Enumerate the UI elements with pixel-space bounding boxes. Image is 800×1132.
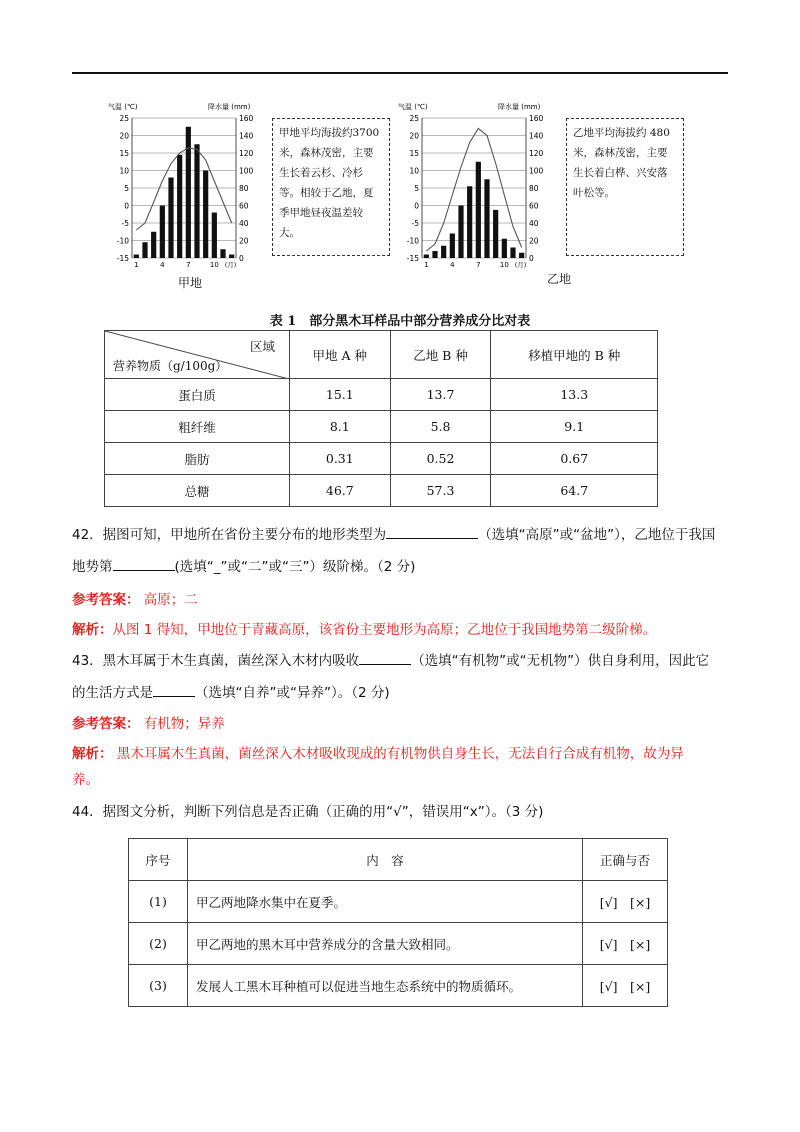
y-right-tick: 80 [239,184,249,193]
y-left-tick: 5 [124,184,129,193]
table-row [105,443,658,475]
y-right-tick: 120 [529,149,544,158]
y-right-tick: 0 [239,254,244,263]
climate-chart-jia [108,100,268,274]
y-left-tick: 0 [124,201,129,211]
precipitation-bar [519,253,524,258]
x-tick: 7 [476,261,481,269]
row-number: (1) [129,881,188,923]
q43-line1 [72,650,732,671]
precipitation-bar [432,251,437,258]
col-header: 移植甲地的 B 种 [491,331,658,379]
col-header: 序号 [129,839,188,881]
true-false-options[interactable]: [√] [×] [583,881,668,923]
precipitation-bar [186,127,191,258]
y-left-tick: -5 [411,219,419,228]
true-false-options[interactable]: [√] [×] [583,965,668,1007]
analysis-text: 黑木耳属木生真菌，菌丝深入木材吸收现成的有机物供自身生长，无法自行合成有机物，故为异 [116,746,684,762]
precipitation-bar [441,246,446,258]
precipitation-bar [493,210,498,258]
cell: 13.3 [491,379,658,411]
x-tick: 7 [186,261,191,269]
precipitation-bar [484,179,489,258]
y-left-tick: 20 [119,131,129,141]
y-right-tick: 40 [529,219,539,228]
col-header: 乙地 B 种 [390,331,491,379]
col-header: 内 容 [188,839,583,881]
y-right-tick: 0 [529,254,534,263]
row-label: 蛋白质 [105,379,290,411]
answer-label: 参考答案： [72,716,140,732]
answer-label: 参考答案： [72,592,140,608]
row-content: 甲乙两地降水集中在夏季。 [188,881,583,923]
q42-text: (选填“_”或“二”或“三”）级阶梯。（2 分) [174,559,416,575]
precipitation-bar [458,206,463,259]
table-row [105,411,658,443]
precipitation-bar [424,255,429,259]
nutrition-table [104,330,658,507]
x-tick: 1 [134,261,139,269]
row-number: (2) [129,923,188,965]
q42-blank2 [113,556,175,571]
precipitation-bar [212,213,217,259]
table-row [105,475,658,507]
y-right-tick: 20 [529,236,539,246]
corner-bottom: 营养物质（g/100g） [113,359,228,373]
x-tick: 4 [160,261,165,269]
y-right-tick: 20 [239,236,249,246]
table1-title: 表 1 部分黑木耳样品中部分营养成分比对表 [269,314,531,329]
q43-line2 [72,682,732,703]
answer-text: 有机物；异养 [143,716,225,732]
q43-text: （选填“自养”或“异养”）。（2 分) [195,685,390,701]
q43-analysis-1 [72,744,732,764]
precipitation-bar [134,255,139,259]
y-right-tick: 80 [529,184,539,193]
q42-line2 [72,556,732,577]
table-row [105,379,658,411]
climate-chart-yi [398,100,563,274]
x-axis-unit: (月) [224,261,237,269]
q43-analysis-2 [72,770,732,790]
cell: 5.8 [390,411,491,443]
q42-line1 [72,524,732,545]
y-right-tick: 60 [239,201,249,211]
cell: 15.1 [290,379,391,411]
y-right-axis-title: 降水量 (mm) [498,103,541,111]
x-tick: 1 [424,261,429,269]
y-left-tick: -5 [121,219,129,228]
q43-blank2 [153,682,195,697]
precipitation-bar [151,232,156,258]
row-label: 总糖 [105,475,290,507]
y-right-tick: 160 [529,114,544,123]
col-header: 正确与否 [583,839,668,881]
cell: 9.1 [491,411,658,443]
row-label: 粗纤维 [105,411,290,443]
y-right-tick: 40 [239,219,249,228]
cell: 13.7 [390,379,491,411]
x-tick: 10 [499,261,509,269]
table-row [129,881,668,923]
judgement-table [128,838,668,1007]
precipitation-bar [168,178,173,259]
x-tick: 10 [209,261,219,269]
x-axis-unit: (月) [514,261,527,269]
y-right-tick: 120 [239,149,254,158]
analysis-label: 解析： [72,746,113,762]
y-right-axis-title: 降水量 (mm) [208,103,251,111]
temperature-line [136,148,231,230]
precipitation-bar [142,242,147,258]
y-left-tick: -15 [406,254,419,263]
cell: 57.3 [390,475,491,507]
y-right-tick: 100 [239,166,254,176]
y-right-tick: 60 [529,201,539,211]
cell: 64.7 [491,475,658,507]
precipitation-bar [229,255,234,259]
y-left-tick: 0 [414,201,419,211]
y-left-tick: 5 [414,184,419,193]
y-right-tick: 140 [529,131,544,141]
table-row [129,965,668,1007]
precipitation-bar [177,155,182,258]
analysis-label: 解析： [72,622,113,638]
corner-top: 区域 [249,339,275,354]
true-false-options[interactable]: [√] [×] [583,923,668,965]
y-left-tick: 20 [409,131,419,141]
q43-text: 的生活方式是 [72,685,153,701]
q42-answer [72,590,732,610]
y-left-tick: -15 [116,254,129,263]
row-number: (3) [129,965,188,1007]
note-jia: 甲地平均海拔约3700米，森林茂密，主要生长着云杉、冷杉等。相较于乙地，夏季甲地昼夜温差较大。 [272,118,390,256]
q43-answer [72,714,732,734]
header-rule [72,72,728,74]
y-left-tick: 10 [409,166,419,176]
cell: 0.52 [390,443,491,475]
x-tick: 4 [450,261,455,269]
precipitation-bar [467,186,472,258]
y-left-tick: -10 [406,236,419,246]
precipitation-bar [203,171,208,259]
y-left-tick: 15 [409,149,419,158]
q43-blank1 [359,650,411,665]
y-left-tick: 15 [119,149,129,158]
precipitation-bar [476,162,481,258]
q43-text: 43．黑木耳属于木生真菌，菌丝深入木材内吸收 [72,653,360,669]
temperature-line [426,129,521,252]
cell: 46.7 [290,475,391,507]
row-label: 脂肪 [105,443,290,475]
y-right-tick: 140 [239,131,254,141]
precipitation-bar [220,249,225,258]
q43-text: （选填“有机物”或“无机物”）供自身利用，因此它 [411,653,710,669]
row-content: 甲乙两地的黑木耳中营养成分的含量大致相同。 [188,923,583,965]
y-left-axis-title: 气温 (℃) [108,103,138,111]
precipitation-bar [194,144,199,258]
note-yi: 乙地平均海拔约 480米，森林茂密，主要生长着白桦、兴安落叶松等。 [566,118,684,256]
q42-text: 42．据图可知，甲地所在省份主要分布的地形类型为 [72,527,387,543]
y-left-axis-title: 气温 (℃) [398,103,428,111]
table1-corner [105,331,290,379]
q42-analysis [72,620,732,640]
cell: 8.1 [290,411,391,443]
analysis-text: 养。 [72,772,99,788]
q42-blank1 [386,524,478,539]
caption-jia: 甲地 [178,276,203,290]
q42-text: （选填“高原”或“盆地”），乙地位于我国 [478,527,716,543]
y-left-tick: 10 [119,166,129,176]
q44-text: 44．据图文分析，判断下列信息是否正确（正确的用“√”，错误用“x”）。（3 分) [72,804,544,820]
precipitation-bar [160,206,165,259]
precipitation-bar [450,234,455,259]
col-header: 甲地 A 种 [290,331,391,379]
table-row [129,923,668,965]
y-left-tick: 25 [119,114,129,123]
cell: 0.67 [491,443,658,475]
cell: 0.31 [290,443,391,475]
row-content: 发展人工黑木耳种植可以促进当地生态系统中的物质循环。 [188,965,583,1007]
y-right-tick: 160 [239,114,254,123]
y-left-tick: -10 [116,236,129,246]
precipitation-bar [502,239,507,258]
analysis-text: 从图 1 得知，甲地位于青藏高原，该省份主要地形为高原；乙地位于我国地势第二级阶梯。 [112,622,657,638]
precipitation-bar [510,248,515,259]
y-left-tick: 25 [409,114,419,123]
q42-text: 地势第 [72,559,113,575]
caption-yi: 乙地 [547,272,572,286]
y-right-tick: 100 [529,166,544,176]
answer-text: 高原；二 [143,592,198,608]
